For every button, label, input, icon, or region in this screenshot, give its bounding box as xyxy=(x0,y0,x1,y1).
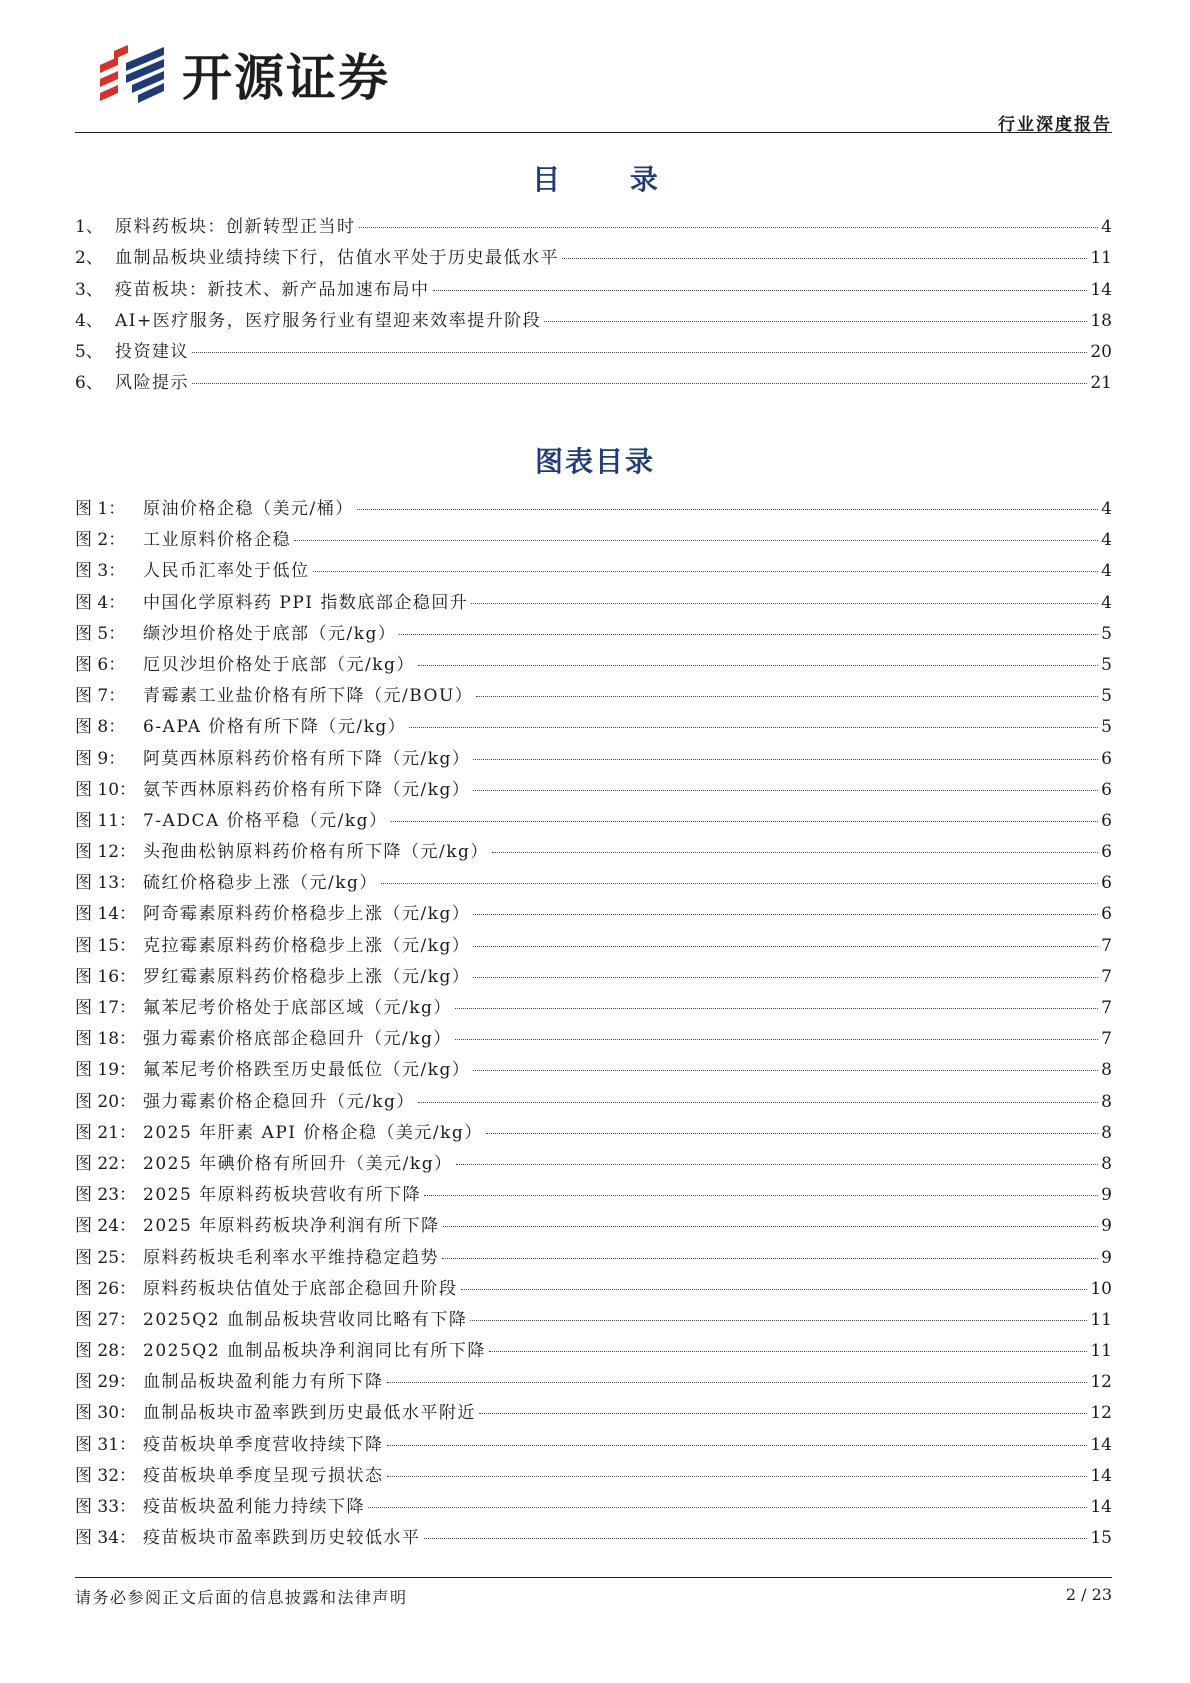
figure-entry[interactable] xyxy=(75,993,1112,1024)
figure-entry-number: 图 34： xyxy=(75,1528,137,1549)
figure-entry-label: 工业原料价格企稳 xyxy=(143,530,291,551)
dot-leader xyxy=(387,1382,1088,1383)
figure-entry[interactable] xyxy=(75,806,1112,837)
toc-entry[interactable] xyxy=(75,306,1112,337)
figure-entry-page: 5 xyxy=(1101,654,1112,675)
figure-entry-page: 9 xyxy=(1101,1216,1112,1237)
figure-entry-label: 2025 年原料药板块净利润有所下降 xyxy=(143,1216,440,1237)
dot-leader xyxy=(418,665,1098,666)
dot-leader xyxy=(359,227,1099,228)
toc-entry-label: 原料药板块：创新转型正当时 xyxy=(115,217,356,237)
figure-entry-number: 图 12： xyxy=(75,842,137,863)
figure-entry-number: 图 4： xyxy=(75,592,126,613)
figure-entry[interactable] xyxy=(75,1367,1112,1398)
toc-entry-label: AI+医疗服务，医疗服务行业有望迎来效率提升阶段 xyxy=(115,310,542,331)
figure-entry[interactable] xyxy=(75,1461,1112,1492)
figure-entry-page: 15 xyxy=(1090,1528,1112,1549)
figure-entry-page: 8 xyxy=(1101,1153,1112,1174)
dot-leader xyxy=(391,821,1099,822)
footer-disclaimer: 请务必参阅正文后面的信息披露和法律声明 xyxy=(75,1588,408,1607)
figure-entry-page: 14 xyxy=(1090,1497,1112,1517)
figure-entry[interactable] xyxy=(75,1024,1112,1055)
figure-entry-page: 5 xyxy=(1101,623,1112,644)
figure-entry-page: 7 xyxy=(1101,1029,1112,1050)
figure-entry-page: 6 xyxy=(1101,842,1112,863)
figure-entry-label: 强力霉素价格企稳回升（元/kg） xyxy=(143,1091,415,1112)
figure-entry-label: 血制品板块盈利能力有所下降 xyxy=(143,1372,384,1393)
figure-entry-label: 头孢曲松钠原料药价格有所下降（元/kg） xyxy=(143,842,489,863)
figure-entry-label: 克拉霉素原料药价格稳步上涨（元/kg） xyxy=(143,935,471,956)
figure-entry-number: 图 25： xyxy=(75,1247,137,1268)
toc-entry[interactable] xyxy=(75,243,1112,274)
dot-leader xyxy=(409,727,1098,728)
figure-entry-label: 疫苗板块盈利能力持续下降 xyxy=(143,1497,365,1517)
dot-leader xyxy=(418,1102,1098,1103)
figure-entry[interactable] xyxy=(75,1087,1112,1118)
figure-entry-page: 14 xyxy=(1090,1434,1112,1455)
figure-entry-label: 氟苯尼考价格跌至历史最低位（元/kg） xyxy=(143,1060,471,1081)
figure-entry-number: 图 29： xyxy=(75,1372,137,1393)
figure-entry-page: 4 xyxy=(1101,592,1112,613)
figure-entry-label: 原料药板块估值处于底部企稳回升阶段 xyxy=(143,1278,458,1299)
figure-entry-number: 图 23： xyxy=(75,1185,137,1206)
toc-entry-number: 6、 xyxy=(75,373,103,394)
dot-leader xyxy=(473,946,1098,947)
dot-leader xyxy=(424,1538,1088,1539)
dot-leader xyxy=(433,290,1088,291)
figure-entry[interactable] xyxy=(75,1149,1112,1180)
toc-entry-label: 血制品板块业绩持续下行，估值水平处于历史最低水平 xyxy=(115,248,559,269)
figure-entry-number: 图 28： xyxy=(75,1341,137,1362)
dot-leader xyxy=(473,790,1098,791)
figure-entry[interactable] xyxy=(75,962,1112,993)
dot-leader xyxy=(192,352,1087,353)
figure-entry-page: 9 xyxy=(1101,1247,1112,1268)
figure-entry-number: 图 30： xyxy=(75,1403,137,1424)
figure-entry-label: 青霉素工业盐价格有所下降（元/BOU） xyxy=(143,686,474,707)
figure-entry[interactable] xyxy=(75,1398,1112,1429)
figure-list-title: 图表目录 xyxy=(534,445,655,478)
toc-entry-page: 14 xyxy=(1090,279,1112,300)
figure-entry-label: 氟苯尼考价格处于底部区域（元/kg） xyxy=(143,998,452,1018)
figure-entry-page: 8 xyxy=(1101,1122,1112,1143)
figure-entry-number: 图 21： xyxy=(75,1122,137,1143)
figure-entry-number: 图 16： xyxy=(75,966,137,987)
toc-entry-label: 投资建议 xyxy=(115,342,189,363)
figure-entry-label: 2025Q2 血制品板块净利润同比有所下降 xyxy=(143,1341,486,1362)
dot-leader xyxy=(476,696,1098,697)
dot-leader xyxy=(387,1476,1088,1477)
figure-entry[interactable] xyxy=(75,556,1112,587)
figure-entry-number: 图 8： xyxy=(75,717,126,738)
figure-entry-page: 8 xyxy=(1101,1060,1112,1081)
figure-entry-number: 图 2： xyxy=(75,530,126,551)
figure-entry-number: 图 9： xyxy=(75,748,126,769)
report-type-label: 行业深度报告 xyxy=(998,115,1112,135)
figure-entry-page: 9 xyxy=(1101,1185,1112,1206)
dot-leader xyxy=(381,883,1098,884)
toc-entry-label: 疫苗板块：新技术、新产品加速布局中 xyxy=(115,279,430,300)
figure-entry-number: 图 10： xyxy=(75,779,137,800)
dot-leader xyxy=(456,1164,1099,1165)
figure-entry-page: 7 xyxy=(1101,935,1112,956)
toc-entry[interactable] xyxy=(75,368,1112,399)
figure-entry[interactable] xyxy=(75,650,1112,681)
toc-entry-number: 3、 xyxy=(75,279,103,300)
toc-list xyxy=(75,212,1112,400)
figure-entry-number: 图 7： xyxy=(75,686,126,707)
figure-entry-label: 氨苄西林原料药价格有所下降（元/kg） xyxy=(143,779,471,800)
dot-leader xyxy=(492,852,1098,853)
dot-leader xyxy=(479,1413,1087,1414)
toc-entry-number: 2、 xyxy=(75,248,103,269)
figure-entry-label: 血制品板块市盈率跌到历史最低水平附近 xyxy=(143,1403,476,1424)
toc-entry-page: 18 xyxy=(1090,310,1112,331)
dot-leader xyxy=(424,1195,1098,1196)
figure-entry-number: 图 31： xyxy=(75,1434,137,1455)
figure-entry-number: 图 19： xyxy=(75,1060,137,1081)
figure-entry-label: 疫苗板块单季度呈现亏损状态 xyxy=(143,1465,384,1486)
figure-entry[interactable] xyxy=(75,1211,1112,1242)
figure-entry-label: 厄贝沙坦价格处于底部（元/kg） xyxy=(143,654,415,675)
figure-entry-label: 原油价格企稳（美元/桶） xyxy=(143,499,354,519)
figure-entry-page: 12 xyxy=(1090,1403,1112,1424)
figure-entry-label: 原料药板块毛利率水平维持稳定趋势 xyxy=(143,1247,439,1268)
figure-entry-page: 7 xyxy=(1101,998,1112,1018)
brand-logo xyxy=(98,34,390,114)
figure-entry-number: 图 20： xyxy=(75,1091,137,1112)
figure-entry-page: 6 xyxy=(1101,873,1112,894)
figure-entry-number: 图 5： xyxy=(75,623,126,644)
figure-entry[interactable] xyxy=(75,837,1112,868)
dot-leader xyxy=(461,1289,1088,1290)
figure-entry-number: 图 24： xyxy=(75,1216,137,1237)
toc-entry[interactable] xyxy=(75,212,1112,243)
dot-leader xyxy=(470,1320,1087,1321)
figure-entry[interactable] xyxy=(75,868,1112,899)
figure-entry-page: 6 xyxy=(1101,904,1112,925)
figure-entry-number: 图 14： xyxy=(75,904,137,925)
figure-entry[interactable] xyxy=(75,1305,1112,1336)
dot-leader xyxy=(489,1351,1087,1352)
figure-entry[interactable] xyxy=(75,712,1112,743)
dot-leader xyxy=(471,603,1098,604)
figure-entry-number: 图 3： xyxy=(75,561,126,582)
dot-leader xyxy=(473,977,1098,978)
dot-leader xyxy=(473,1070,1098,1071)
figure-entry-page: 6 xyxy=(1101,810,1112,831)
figure-entry-page: 10 xyxy=(1090,1278,1112,1299)
figure-entry-label: 2025 年碘价格有所回升（美元/kg） xyxy=(143,1153,453,1174)
figure-entry-number: 图 1： xyxy=(75,499,126,519)
dot-leader xyxy=(294,540,1098,541)
figure-entry[interactable] xyxy=(75,1055,1112,1086)
figure-entry-number: 图 27： xyxy=(75,1309,137,1330)
figure-entry-number: 图 22： xyxy=(75,1153,137,1174)
figure-entry-number: 图 13： xyxy=(75,873,137,894)
figure-entry[interactable] xyxy=(75,619,1112,650)
dot-leader xyxy=(442,1258,1098,1259)
figure-entry[interactable] xyxy=(75,1492,1112,1523)
figure-entry-page: 8 xyxy=(1101,1091,1112,1112)
dot-leader xyxy=(544,321,1087,322)
figure-entry-page: 5 xyxy=(1101,717,1112,738)
figure-entry[interactable] xyxy=(75,494,1112,525)
dot-leader xyxy=(443,1226,1099,1227)
dot-leader xyxy=(368,1507,1087,1508)
figure-entry-label: 疫苗板块市盈率跌到历史较低水平 xyxy=(143,1528,421,1549)
figure-entry-label: 硫红价格稳步上涨（元/kg） xyxy=(143,873,378,894)
toc-entry-page: 11 xyxy=(1090,248,1112,269)
figure-entry[interactable] xyxy=(75,588,1112,619)
dot-leader xyxy=(455,1008,1098,1009)
toc-title: 目 录 xyxy=(532,163,688,196)
toc-entry-page: 21 xyxy=(1090,373,1112,394)
figure-entry-label: 2025 年肝素 API 价格企稳（美元/kg） xyxy=(143,1122,483,1143)
figure-entry-page: 6 xyxy=(1101,748,1112,769)
figure-list xyxy=(75,494,1112,1554)
dot-leader xyxy=(562,258,1087,259)
figure-entry[interactable] xyxy=(75,681,1112,712)
figure-entry[interactable] xyxy=(75,775,1112,806)
figure-entry[interactable] xyxy=(75,1118,1112,1149)
figure-entry-number: 图 32： xyxy=(75,1465,137,1486)
figure-entry-label: 中国化学原料药 PPI 指数底部企稳回升 xyxy=(143,592,469,613)
figure-entry-label: 人民币汇率处于低位 xyxy=(143,561,310,582)
toc-entry-label: 风险提示 xyxy=(115,373,189,394)
dot-leader xyxy=(357,509,1098,510)
figure-entry-label: 6-APA 价格有所下降（元/kg） xyxy=(143,717,407,738)
figure-entry-page: 5 xyxy=(1101,686,1112,707)
figure-entry-number: 图 6： xyxy=(75,654,126,675)
figure-entry[interactable] xyxy=(75,931,1112,962)
page-number: 2 / 23 xyxy=(1065,1585,1112,1604)
figure-entry-page: 7 xyxy=(1101,966,1112,987)
figure-entry[interactable] xyxy=(75,899,1112,930)
toc-entry[interactable] xyxy=(75,337,1112,368)
figure-entry-number: 图 33： xyxy=(75,1497,137,1517)
figure-entry-label: 7-ADCA 价格平稳（元/kg） xyxy=(143,810,388,831)
toc-entry-number: 1、 xyxy=(75,217,103,237)
figure-entry-page: 11 xyxy=(1090,1341,1112,1362)
figure-entry[interactable] xyxy=(75,1336,1112,1367)
header-divider xyxy=(75,132,1112,133)
figure-entry-page: 12 xyxy=(1090,1372,1112,1393)
dot-leader xyxy=(473,914,1098,915)
figure-entry[interactable] xyxy=(75,1243,1112,1274)
figure-entry-page: 4 xyxy=(1101,561,1112,582)
figure-entry-label: 阿莫西林原料药价格有所下降（元/kg） xyxy=(143,748,471,769)
figure-entry[interactable] xyxy=(75,525,1112,556)
figure-entry-number: 图 11： xyxy=(75,810,137,831)
figure-entry[interactable] xyxy=(75,1430,1112,1461)
figure-entry-number: 图 17： xyxy=(75,998,137,1018)
figure-entry-label: 2025Q2 血制品板块营收同比略有下降 xyxy=(143,1309,468,1330)
figure-entry-label: 缬沙坦价格处于底部（元/kg） xyxy=(143,623,397,644)
figure-entry-label: 强力霉素价格底部企稳回升（元/kg） xyxy=(143,1029,452,1050)
figure-entry-page: 14 xyxy=(1090,1465,1112,1486)
figure-entry[interactable] xyxy=(75,1274,1112,1305)
brand-mark-icon xyxy=(98,43,166,105)
figure-entry-page: 6 xyxy=(1101,779,1112,800)
dot-leader xyxy=(455,1039,1098,1040)
figure-entry-page: 4 xyxy=(1101,499,1112,519)
figure-entry-page: 11 xyxy=(1090,1309,1112,1330)
figure-entry-number: 图 18： xyxy=(75,1029,137,1050)
brand-name: 开源证券 xyxy=(182,49,390,107)
figure-entry-number: 图 26： xyxy=(75,1278,137,1299)
toc-entry-page: 4 xyxy=(1101,217,1112,237)
footer-divider xyxy=(75,1577,1112,1578)
figure-entry-page: 4 xyxy=(1101,530,1112,551)
toc-entry-number: 5、 xyxy=(75,342,103,363)
figure-entry-label: 罗红霉素原料药价格稳步上涨（元/kg） xyxy=(143,966,471,987)
figure-entry-number: 图 15： xyxy=(75,935,137,956)
toc-entry[interactable] xyxy=(75,275,1112,306)
toc-entry-number: 4、 xyxy=(75,310,103,331)
figure-entry[interactable] xyxy=(75,744,1112,775)
dot-leader xyxy=(313,571,1099,572)
figure-entry-label: 2025 年原料药板块营收有所下降 xyxy=(143,1185,422,1206)
dot-leader xyxy=(473,759,1098,760)
dot-leader xyxy=(192,383,1087,384)
figure-entry[interactable] xyxy=(75,1180,1112,1211)
toc-entry-page: 20 xyxy=(1090,342,1112,363)
dot-leader xyxy=(399,634,1098,635)
figure-entry-label: 疫苗板块单季度营收持续下降 xyxy=(143,1434,384,1455)
figure-entry[interactable] xyxy=(75,1523,1112,1554)
dot-leader xyxy=(387,1445,1088,1446)
dot-leader xyxy=(486,1133,1098,1134)
figure-entry-label: 阿奇霉素原料药价格稳步上涨（元/kg） xyxy=(143,904,471,925)
